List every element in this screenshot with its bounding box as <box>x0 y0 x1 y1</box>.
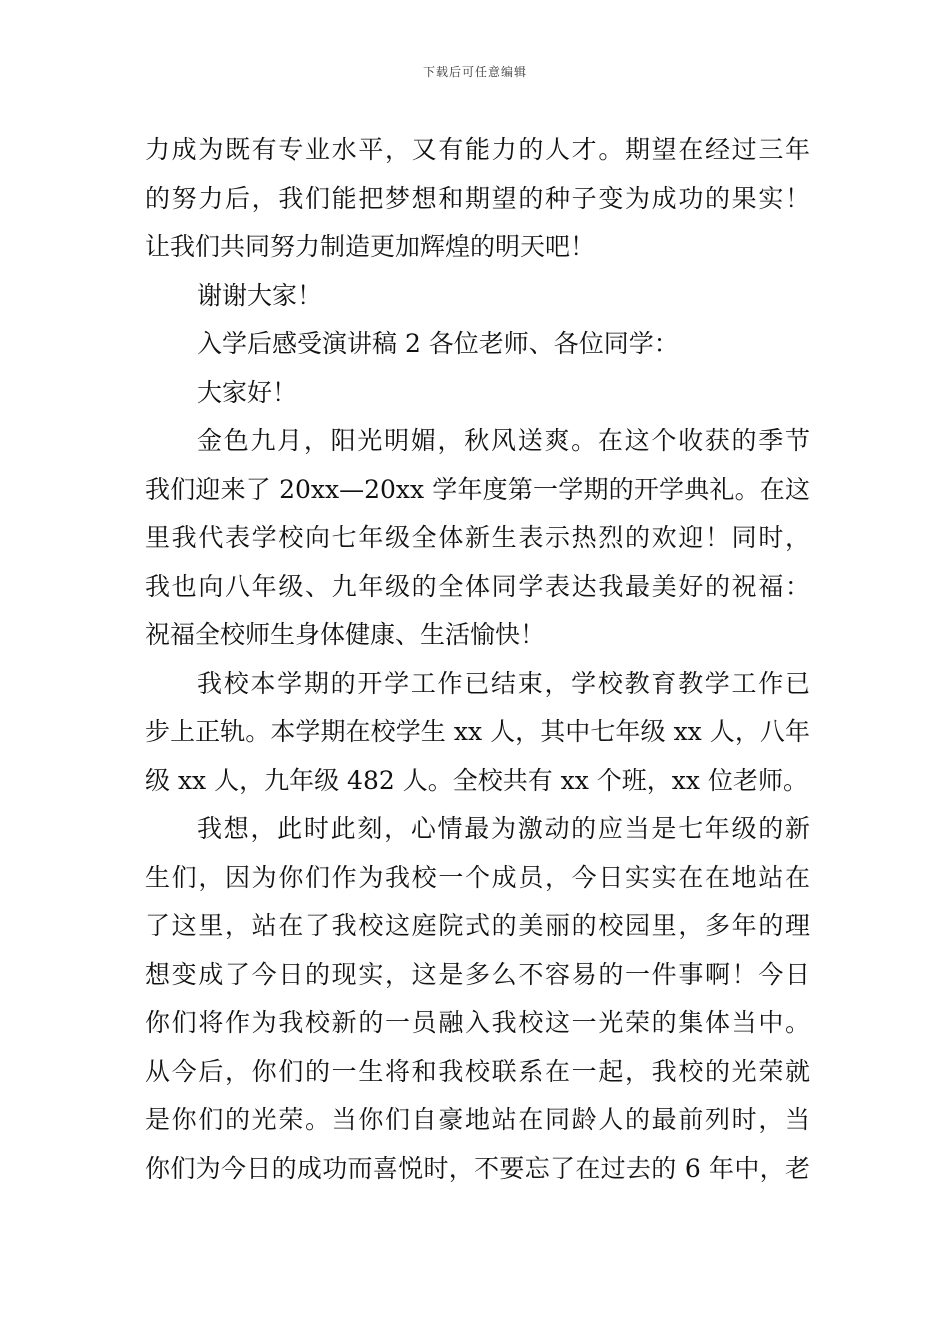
text-line: 里我代表学校向七年级全体新生表示热烈的欢迎！同时， <box>145 523 810 552</box>
text-line: 是你们的光荣。当你们自豪地站在同龄人的最前列时，当 <box>145 1105 810 1134</box>
text-line: 金色九月，阳光明媚，秋风送爽。在这个收获的季节 <box>197 426 810 455</box>
text-line: 我想，此时此刻，心情最为激动的应当是七年级的新 <box>197 814 810 843</box>
text-line: 步上正轨。本学期在校学生 xx 人，其中七年级 xx 人，八年 <box>145 717 810 746</box>
text-line: 我也向八年级、九年级的全体同学表达我最美好的祝福： <box>145 571 810 601</box>
text-line: 祝福全校师生身体健康、生活愉快！ <box>145 620 546 649</box>
text-line: 你们为今日的成功而喜悦时，不要忘了在过去的 6 年中，老 <box>145 1153 810 1183</box>
text-line: 我校本学期的开学工作已结束，学校教育教学工作已 <box>197 668 810 698</box>
page-header: 下载后可任意编辑 <box>422 65 527 79</box>
text-line: 想变成了今日的现实，这是多么不容易的一件事啊！今日 <box>145 959 810 989</box>
text-line: 谢谢大家！ <box>197 280 323 310</box>
document-body <box>145 126 810 1193</box>
text-line: 我们迎来了 20xx—20xx 学年度第一学期的开学典礼。在这 <box>145 474 810 504</box>
text-line: 级 xx 人，九年级 482 人。全校共有 xx 个班，xx 位老师。 <box>145 765 808 795</box>
text-line: 从今后，你们的一生将和我校联系在一起，我校的光荣就 <box>145 1056 810 1086</box>
text-line: 了这里，站在了我校这庭院式的美丽的校园里，多年的理 <box>145 911 810 940</box>
text-line: 生们，因为你们作为我校一个成员，今日实实在在地站在 <box>145 862 810 892</box>
text-line: 你们将作为我校新的一员融入我校这一光荣的集体当中。 <box>145 1008 810 1037</box>
text-line: 的努力后，我们能把梦想和期望的种子变为成功的果实！ <box>145 183 810 213</box>
text-line: 入学后感受演讲稿 2 各位老师、各位同学： <box>197 329 679 358</box>
text-line: 力成为既有专业水平，又有能力的人才。期望在经过三年 <box>145 135 810 164</box>
text-line: 让我们共同努力制造更加辉煌的明天吧！ <box>145 232 596 261</box>
text-line: 大家好！ <box>197 377 298 407</box>
